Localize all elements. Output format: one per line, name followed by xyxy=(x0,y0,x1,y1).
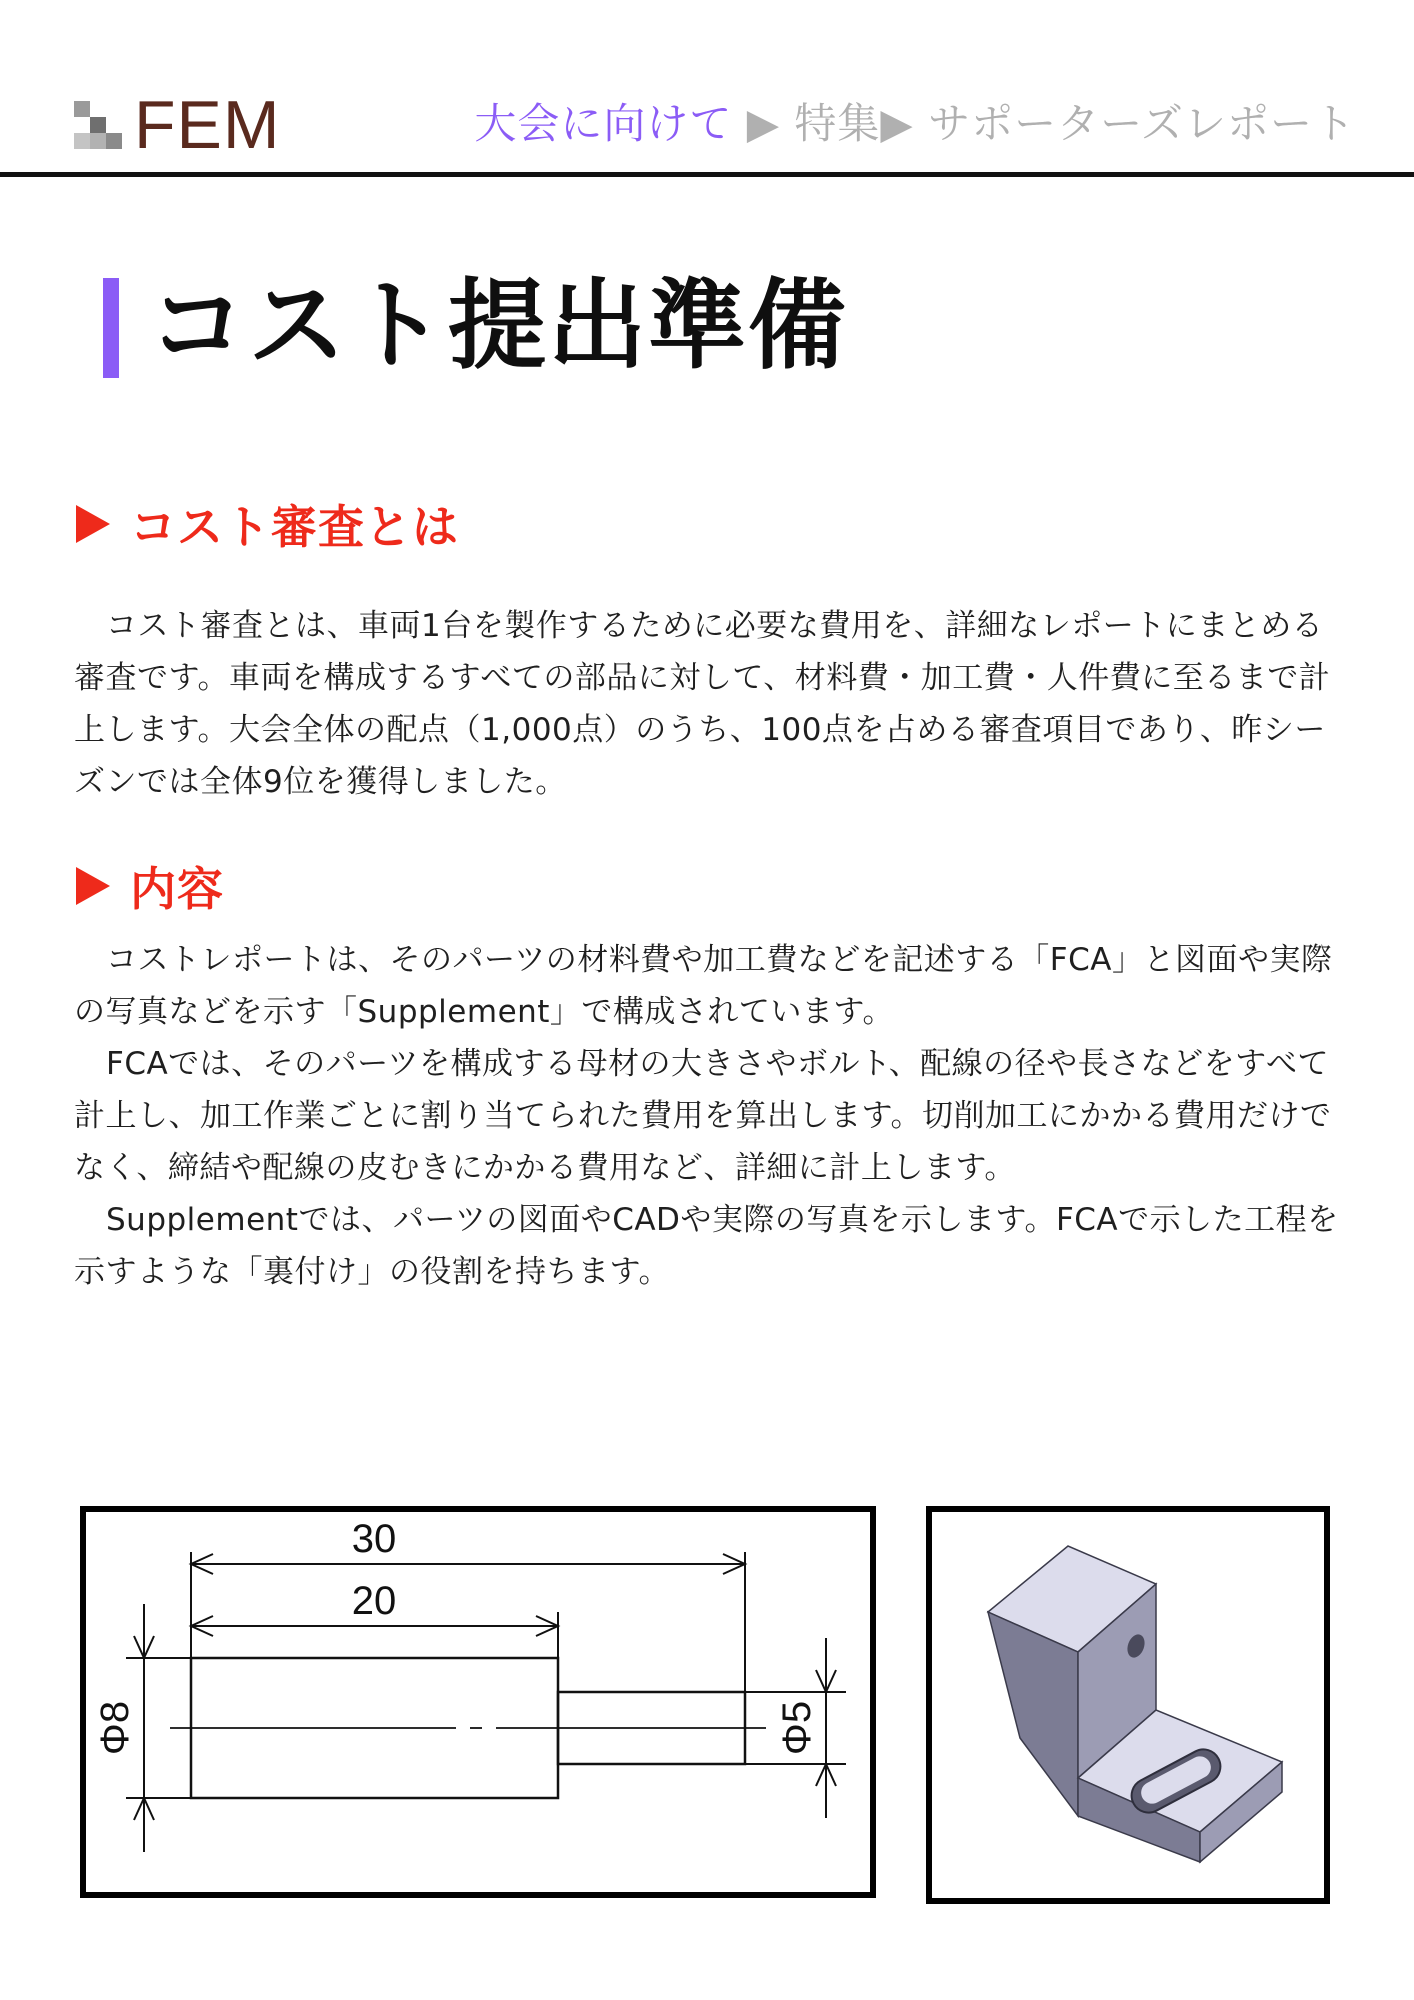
logo xyxy=(74,87,281,163)
section-body-cost-review xyxy=(74,600,1344,808)
breadcrumb-separator-icon: ▶ xyxy=(746,99,781,148)
logo-text: FEM xyxy=(134,87,281,163)
cad-model-figure xyxy=(926,1506,1330,1904)
triangle-right-icon xyxy=(76,867,110,905)
section-heading-text: 内容 xyxy=(130,862,224,916)
paragraph: コストレポートは、そのパーツの材料費や加工費などを記述する「FCA」と図面や実際の写真などを示す「Supplement」で構成されています。 xyxy=(74,942,1333,1030)
section-heading-text: コスト審査とは xyxy=(130,500,459,554)
header-divider xyxy=(0,172,1414,177)
breadcrumb-item-report[interactable]: サポーターズレポート xyxy=(928,99,1356,148)
paragraph: FCAでは、そのパーツを構成する母材の大きさやボルト、配線の径や長さなどをすべて計上し、加工作業ごとに割り当てられた費用を算出します。切削加工にかかる費用だけでなく、締結や配線の皮むきにかかる費用など、詳細に計上します。 xyxy=(74,1046,1332,1186)
technical-drawing xyxy=(86,1512,870,1892)
breadcrumb xyxy=(474,96,1356,152)
dimension-label-large-diameter: Φ8 xyxy=(93,1700,137,1756)
breadcrumb-current[interactable]: 大会に向けて xyxy=(474,99,733,148)
dimension-label-overall-length: 30 xyxy=(351,1517,397,1561)
checker-squares-icon xyxy=(74,101,128,149)
section-body-contents xyxy=(74,934,1344,1298)
breadcrumb-separator-icon: ▶ xyxy=(880,99,914,148)
dimension-label-small-diameter: Φ5 xyxy=(775,1700,819,1756)
paragraph: コスト審査とは、車両1台を製作するために必要な費用を、詳細なレポートにまとめる審査です。車両を構成するすべての部品に対して、材料費・加工費・人件費に至るまで計上します。大会全体の配点（1,000点）のうち、100点を占める審査項目であり、昨シーズンでは全体9位を獲得しました。 xyxy=(74,608,1331,800)
title-accent-bar xyxy=(103,278,119,378)
section-heading-cost-review xyxy=(76,494,459,554)
breadcrumb-item-feature[interactable]: 特集 xyxy=(794,99,881,148)
section-heading-contents xyxy=(76,856,224,916)
technical-drawing-figure xyxy=(80,1506,876,1898)
paragraph: Supplementでは、パーツの図面やCADや実際の写真を示します。FCAで示した工程を示すような「裏付け」の役割を持ちます。 xyxy=(74,1202,1339,1290)
triangle-right-icon xyxy=(76,505,110,543)
cad-bracket-model-image xyxy=(932,1512,1324,1898)
page-title: コスト提出準備 xyxy=(148,269,849,383)
dimension-label-large-section-length: 20 xyxy=(351,1579,397,1623)
